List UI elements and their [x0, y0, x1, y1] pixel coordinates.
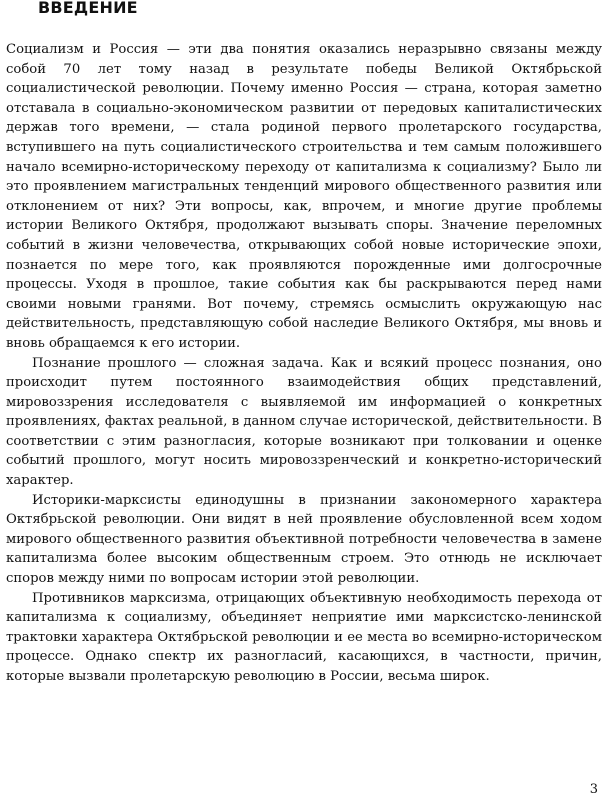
paragraph-3: Историки-марксисты единодушны в признании закономерного характера Октябрьской революции. Они видят в ней проявление обусловленной всем ходом мирового общественного развития объективной потребности человечества в замене капитализма более высоким общественным строем. Это отнюдь не исключает споров между ними по вопросам истории этой революции. — [6, 492, 602, 587]
paragraph-1: Социализм и Россия — эти два понятия оказались неразрывно связаны между собой 70 лет тому назад в результате победы Великой Октябрьской социалистической революции. Почему именно Россия — страна, которая заметно отставала в социально-экономическом развитии от передовых капиталистических держав того времени, — стала родиной первого пролетарского государства, вступившего на путь социалистического строительства и тем самым положившего начало всемирно-историческому переходу от капитализма к социализму? Было ли это проявлением магистральных тенденций мирового общественного развития или отклонением от них? Эти вопросы, как, впрочем, и многие другие проблемы истории Великого Октября, продолжают вызывать споры. Значение переломных событий в жизни человечества, открывающих собой новые исторические эпохи, познается по мере того, как проявляются порожденные ими долгосрочные процессы. Уходя в прошлое, такие события как бы раскрываются перед нами своими новыми гранями. Вот почему, стремясь осмыслить окружающую нас действительность, представляющую собой наследие Великого Октября, мы вновь и вновь обращаемся к его истории. — [6, 42, 602, 351]
paragraph-2: Познание прошлого — сложная задача. Как и всякий процесс познания, оно происходит путем постоянного взаимодействия общих представлений, мировоззрения исследователя с выявляемой им информацией о конкретных проявлениях, фактах реальной, в данном случае исторической, действительности. В соответствии с этим разногласия, которые возникают при толковании и оценке событий прошлого, могут носить мировоззренческий и конкретно-исторический характер. — [6, 355, 602, 489]
section-title: ВВЕДЕНИЕ — [38, 0, 138, 17]
body-text — [6, 40, 602, 687]
paragraph-4: Противников марксизма, отрицающих объективную необходимость перехода от капитализма к социализму, объединяет неприятие ими марксистско-ленинской трактовки характера Октябрьской революции и ее места во всемирно-историческом процессе. Однако спектр их разногласий, касающихся, в частности, причин, которые вызвали пролетарскую революцию в России, весьма широк. — [6, 590, 602, 684]
page-number: 3 — [589, 782, 598, 797]
